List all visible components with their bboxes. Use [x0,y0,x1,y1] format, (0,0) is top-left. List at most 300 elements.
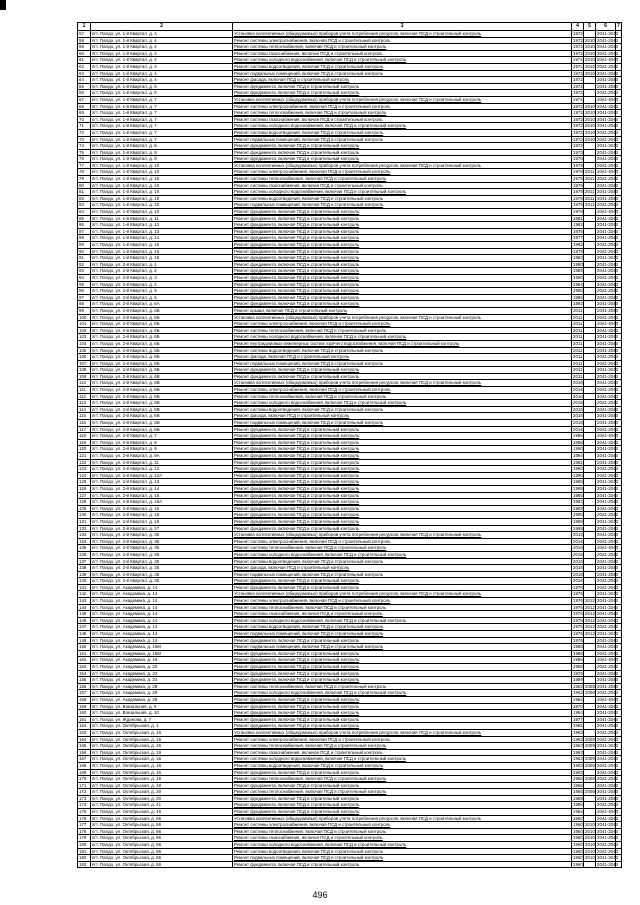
last-repair-year-cell [584,367,596,374]
address-cell: пгт. Палдо, ул. 2-й Квартал, д. 9А [91,453,233,460]
planned-period-cell: 2041-2043 [597,110,618,116]
planned-period-cell: 2041-2043 [597,255,618,261]
table-row [78,453,622,460]
build-year-cell: 1960 [573,848,583,854]
planned-period-cell: 2041-2043 [597,228,618,234]
build-year-cell: 2011 [573,354,583,360]
last-repair-year-cell [584,446,596,453]
work-type-cell: Ремонт фундамента, включая ПСД и строительный контроль [233,274,572,281]
build-year-cell: 1994 [573,453,583,458]
table-row [78,169,622,176]
row-number-cell: 66 [78,90,91,97]
planned-period-cell: 2041-2043 [597,31,618,36]
address-cell: пгт. Палдо, ул. Октябрьская, д. 1 [91,723,233,730]
build-year-cell: 1970 [573,703,583,709]
last-repair-year-cell: 2008 [585,776,595,782]
planned-period-cell: 2041-2043 [597,182,618,188]
table-row [78,268,622,275]
planned-period-cell: 2041-2043 [597,57,618,63]
table-row [78,479,622,486]
build-year-cell: 1972 [573,57,583,63]
row-number-cell: 57 [78,31,91,38]
planned-period-cell: 2041-2043 [597,842,618,848]
address-cell: пгт. Палдо, ул. Октябрьская, д. 16 [91,743,233,750]
planned-period-cell: 2041-2043 [597,189,618,195]
row-number-cell: 177 [78,822,91,829]
row-number-cell: 116 [78,420,91,427]
last-repair-year-cell: 2008 [585,683,595,689]
row-number-cell: 99 [78,307,91,314]
planned-period-cell: 2041-2043 [597,670,618,676]
address-cell: пгт. Палдо, ул. 1-й Квартал, д. 10 [91,162,233,169]
planned-period-cell: 2041-2043 [597,466,618,472]
work-type-cell: Ремонт системы теплоснабжения, включая ПСД и строительный контроль [233,683,572,690]
planned-period-cell: 2041-2043 [597,749,618,755]
row-number-cell: 74 [78,143,91,150]
build-year-cell: 1986 [573,433,583,439]
table-row [78,70,622,77]
address-cell: пгт. Палдо, ул. Академика, д. 16М [91,644,233,651]
work-type-cell: Ремонт фундамента, включая ПСД и строительный контроль [233,294,572,301]
address-cell: пгт. Палдо, ул. 2-й Квартал, д. 6Б [91,347,233,354]
address-cell: пгт. Палдо, ул. 1-й Квартал, д. 14 [91,235,233,242]
planned-period-cell: 2041-2043 [597,96,618,102]
last-repair-year-cell [584,558,596,565]
last-repair-year-cell [584,644,596,651]
planned-period-cell: 2041-2043 [597,855,618,861]
last-repair-year-cell: 2010 [585,70,595,76]
row-number-cell: 124 [78,472,91,479]
work-type-cell: Ремонт фундамента, включая ПСД и строительный контроль [233,156,572,163]
planned-period-cell: 2041-2043 [597,406,618,412]
last-repair-year-cell: 2011 [585,202,595,208]
work-type-cell: Ремонт фундамента, включая ПСД и строительный контроль [233,301,572,308]
last-repair-year-cell [584,545,596,552]
address-cell: пгт. Палдо, ул. Академика, д. 14 [91,598,233,605]
last-repair-year-cell [584,228,596,235]
table-row [78,202,622,209]
build-year-cell: 2016 [573,538,583,544]
planned-period-cell: 2041-2043 [597,591,618,597]
last-repair-year-cell [584,551,596,558]
row-number-cell: 78 [78,169,91,176]
planned-period-cell: 2041-2043 [597,677,618,683]
table-row [78,288,622,295]
last-repair-year-cell [584,288,596,295]
build-year-cell: 2016 [573,380,583,386]
build-year-cell: 1985 [573,288,583,294]
build-year-cell: 1976 [573,637,583,643]
build-year-cell: 1963 [573,749,583,755]
table-row [78,703,622,710]
planned-period-cell: 2041-2043 [597,650,618,656]
build-year-cell: 1986 [573,294,583,300]
last-repair-year-cell [584,400,596,407]
table-row [78,690,622,697]
last-repair-year-cell [584,274,596,281]
table-row [78,624,622,631]
build-year-cell: 1977 [573,235,583,241]
work-type-cell: Ремонт системы электроснабжения, включая ПСД и строительный контроль [233,169,572,176]
table-row [78,50,622,57]
build-year-cell: 2016 [573,578,583,584]
table-row [78,274,622,281]
table-row [78,156,622,163]
table-row [78,782,622,789]
work-type-cell: Установка коллективных (общедомовых) приборов учета потребления ресурсов, включая ПСД и строительный контроль [233,729,572,736]
work-type-cell: Ремонт фундамента, включая ПСД и строительный контроль [233,492,572,499]
table-row [78,762,622,769]
build-year-cell: 1979 [573,176,583,182]
work-type-cell: Ремонт фундамента, включая ПСД и строительный контроль [233,782,572,789]
planned-period-cell: 2041-2043 [597,143,618,149]
build-year-cell: 1990 [573,274,583,280]
row-number-cell: 88 [78,235,91,242]
address-cell: пгт. Палдо, ул. Академика, д. 28 [91,690,233,697]
last-repair-year-cell: 2008 [585,690,595,696]
address-cell: пгт. Палдо, ул. 2-й Квартал, д. 6В [91,380,233,387]
last-repair-year-cell: 2012 [585,598,595,604]
table-row [78,136,622,143]
planned-period-cell: 2041-2043 [597,294,618,300]
planned-period-cell: 2041-2043 [597,584,618,590]
work-type-cell: Ремонт фундамента, включая ПСД и строительный контроль [233,83,572,90]
work-type-cell: Ремонт фундамента, включая ПСД и строительный контроль [233,268,572,275]
column-header-3: 3 [233,23,572,31]
planned-period-cell: 2041-2043 [597,716,618,722]
planned-period-cell: 2041-2043 [597,736,618,742]
last-repair-year-cell [584,301,596,308]
work-type-cell: Установка коллективных (общедомовых) приборов учета потребления ресурсов, включая ПСД и строительный контроль [233,532,572,539]
table-row [78,373,622,380]
planned-period-cell: 2041-2043 [597,321,618,327]
build-year-cell: 2011 [573,307,583,313]
address-cell: пгт. Палдо, ул. Октябрьская, д. 49 [91,809,233,816]
planned-period-cell: 2041-2043 [597,518,618,524]
row-number-cell: 139 [78,571,91,578]
last-repair-year-cell [584,538,596,545]
planned-period-cell: 2041-2043 [597,50,618,56]
work-type-cell: Ремонт фундамента, включая ПСД и строительный контроль [233,433,572,440]
last-repair-year-cell [584,861,596,868]
address-cell: пгт. Палдо, ул. 1-й Квартал, д. 9 [91,156,233,163]
planned-period-cell: 2041-2043 [597,123,618,129]
build-year-cell: 1979 [573,195,583,201]
row-number-cell: 160 [78,710,91,717]
planned-period-cell: 2041-2043 [597,83,618,89]
row-number-cell: 63 [78,70,91,77]
build-year-cell: 2011 [573,360,583,366]
address-cell: пгт. Палдо, ул. 2-й Квартал, д. 6В [91,393,233,400]
build-year-cell: 2016 [573,393,583,399]
table-row [78,749,622,756]
build-year-cell: 1993 [573,505,583,511]
build-year-cell: 1986 [573,802,583,808]
row-number-cell: 143 [78,598,91,605]
address-cell: пгт. Палдо, ул. 1-й Квартал, д. 10 [91,176,233,183]
address-cell: пгт. Палдо, ул. 1-й Квартал, д. 4 [91,63,233,70]
work-type-cell: Ремонт фундамента, включая ПСД и строительный контроль [233,809,572,816]
table-row [78,406,622,413]
row-number-cell: 79 [78,176,91,183]
build-year-cell: 1965 [573,795,583,801]
address-cell: пгт. Палдо, ул. 2-й Квартал, д. 6В [91,373,233,380]
last-repair-year-cell: 2009 [585,743,595,749]
table-row [78,578,622,585]
planned-period-cell: 2041-2043 [597,624,618,630]
row-number-cell: 100 [78,314,91,321]
work-type-cell: Ремонт системы водоотведения, включая ПСД и строительный контроль [233,129,572,136]
row-number-cell: 59 [78,44,91,51]
row-number-cell: 60 [78,50,91,57]
last-repair-year-cell: 2012 [585,617,595,623]
last-repair-year-cell [584,354,596,361]
build-year-cell: 1979 [573,189,583,195]
row-number-cell: 71 [78,123,91,130]
row-number-cell: 129 [78,505,91,512]
work-type-cell: Установка коллективных (общедомовых) приборов учета потребления ресурсов, включая ПСД и строительный контроль [233,591,572,598]
table-row [78,584,622,591]
work-type-cell: Ремонт системы теплоснабжения, включая ПСД и строительный контроль [233,545,572,552]
last-repair-year-cell [584,143,596,150]
row-number-cell: 80 [78,182,91,189]
build-year-cell: 1963 [573,729,583,735]
table-row [78,604,622,611]
last-repair-year-cell: 2010 [585,136,595,142]
last-repair-year-cell [584,518,596,525]
address-cell: пгт. Палдо, ул. Октябрьская, д. 20 [91,795,233,802]
build-year-cell: 1989 [573,268,583,274]
planned-period-cell: 2041-2043 [597,637,618,643]
last-repair-year-cell [584,321,596,328]
column-header-6: 6 [596,23,616,31]
planned-period-cell: 2041-2043 [597,446,618,452]
table-row [78,571,622,578]
row-number-cell: 90 [78,248,91,255]
table-row [78,842,622,849]
last-repair-year-cell [584,149,596,156]
work-type-cell: Ремонт фасада, включая ПСД и строительный контроль [233,413,572,420]
planned-period-cell: 2041-2043 [597,235,618,241]
work-type-cell: Ремонт системы холодного водоснабжения, включая ПСД и строительный контроль [233,617,572,624]
planned-period-cell: 2041-2043 [597,453,618,458]
last-repair-year-cell: 2009 [585,762,595,768]
table-row [78,466,622,473]
row-number-cell: 159 [78,703,91,710]
address-cell: пгт. Палдо, ул. 1-й Квартал, д. 8 [91,143,233,150]
address-cell: пгт. Палдо, ул. 2-й Квартал, д. 6Б [91,367,233,374]
address-cell: пгт. Палдо, ул. 1-й Квартал, д. 7 [91,129,233,136]
row-number-cell: 182 [78,855,91,862]
table-row [78,96,622,103]
row-number-cell: 125 [78,479,91,486]
work-type-cell: Ремонт фундамента, включая ПСД и строительный контроль [233,466,572,473]
last-repair-year-cell [584,565,596,572]
last-repair-year-cell [584,782,596,789]
planned-period-cell: 2041-2043 [597,420,618,426]
address-cell: пгт. Палдо, ул. 2-й Квартал, д. 6В [91,426,233,433]
last-repair-year-cell: 2010 [585,855,595,861]
build-year-cell: 1972 [573,77,583,83]
last-repair-year-cell [584,710,596,717]
last-repair-year-cell: 2012 [585,624,595,630]
build-year-cell: 1963 [573,769,583,775]
build-year-cell: 1960 [573,855,583,861]
last-repair-year-cell: 2010 [585,63,595,69]
table-row [78,532,622,539]
row-number-cell: 171 [78,782,91,789]
work-type-cell: Ремонт системы холодного водоснабжения, включая ПСД и строительный контроль [233,334,572,341]
work-type-cell: Ремонт системы теплоснабжения, включая ПСД и строительный контроль [233,110,572,117]
last-repair-year-cell [584,406,596,413]
address-cell: пгт. Палдо, ул. 1-й Квартал, д. 7 [91,136,233,143]
build-year-cell: 1981 [573,215,583,221]
last-repair-year-cell [584,387,596,394]
table-row [78,617,622,624]
scan-corner-mark [0,0,6,10]
build-year-cell: 1960 [573,828,583,834]
build-year-cell: 1980 [573,466,583,472]
build-year-cell: 1964 [573,710,583,716]
planned-period-cell: 2041-2043 [597,314,618,320]
row-number-cell: 178 [78,828,91,835]
page-number: 496 [312,890,328,900]
row-number-cell: 119 [78,439,91,446]
address-cell: пгт. Палдо, ул. 2-й Квартал, д. 6Б [91,340,233,347]
planned-period-cell: 2041-2043 [597,116,618,122]
table-row [78,512,622,519]
planned-period-cell: 2041-2043 [597,690,618,696]
address-cell: пгт. Палдо, ул. 1-й Квартал, д. 13 [91,228,233,235]
row-number-cell: 81 [78,189,91,196]
planned-period-cell: 2041-2043 [597,756,618,762]
table-row [78,327,622,334]
work-type-cell: Ремонт системы водоотведения, включая ПСД и строительный контроль [233,762,572,769]
row-number-cell: 110 [78,380,91,387]
planned-period-cell: 2041-2043 [597,545,618,551]
last-repair-year-cell [584,242,596,249]
planned-period-cell: 2041-2043 [597,558,618,564]
planned-period-cell: 2041-2043 [597,492,618,498]
planned-period-cell: 2041-2043 [597,261,618,267]
column-header-7: 7 [617,23,620,29]
build-year-cell: 1984 [573,281,583,287]
column-header-4: 4 [572,23,584,31]
table-row [78,802,622,809]
row-number-cell: 97 [78,294,91,301]
build-year-cell: 1995 [573,525,583,531]
table-row [78,505,622,512]
table-row [78,795,622,802]
row-number-cell: 132 [78,525,91,532]
planned-period-cell: 2041-2043 [597,505,618,511]
build-year-cell: 1992 [573,301,583,307]
row-number-cell: 112 [78,393,91,400]
row-number-cell: 134 [78,538,91,545]
last-repair-year-cell [584,413,596,420]
planned-period-cell: 2041-2043 [597,44,618,50]
planned-period-cell: 2041-2043 [597,604,618,610]
table-row [78,360,622,367]
planned-period-cell: 2041-2043 [597,156,618,162]
table-row [78,129,622,136]
table-row [78,664,622,671]
build-year-cell: 1989 [573,518,583,524]
work-type-cell: Ремонт фундамента, включая ПСД и строительный контроль [233,228,572,235]
address-cell: пгт. Палдо, ул. 2-й Квартал, д. 35 [91,538,233,545]
build-year-cell: 2011 [573,373,583,379]
table-row [78,426,622,433]
build-year-cell: 1972 [573,110,583,116]
planned-period-cell: 2041-2043 [597,532,618,538]
table-row [78,281,622,288]
address-cell: пгт. Палдо, ул. 2-й Квартал, д. 1 [91,261,233,268]
build-year-cell: 1960 [573,835,583,841]
work-type-cell: Ремонт фундамента, включая ПСД и строительный контроль [233,795,572,802]
last-repair-year-cell: 2010 [585,103,595,109]
planned-period-cell: 2041-2043 [597,459,618,465]
last-repair-year-cell: 2010 [585,828,595,834]
table-row [78,657,622,664]
work-type-cell: Ремонт фундамента, включая ПСД и строительный контроль [233,222,572,229]
row-number-cell: 169 [78,769,91,776]
last-repair-year-cell [584,591,596,598]
row-number-cell: 75 [78,149,91,156]
address-cell: пгт. Палдо, ул. 2-й Квартал, д. 6Б [91,354,233,361]
last-repair-year-cell [584,77,596,84]
row-number-cell: 166 [78,749,91,756]
work-type-cell: Ремонт системы электроснабжения, включая ПСД и строительный контроль [233,387,572,394]
table-row [78,769,622,776]
build-year-cell: 1972 [573,136,583,142]
work-type-cell: Ремонт фундамента, включая ПСД и строительный контроль [233,769,572,776]
address-cell: пгт. Палдо, ул. 2-й Квартал, д. 2 [91,268,233,275]
build-year-cell: 1982 [573,222,583,228]
planned-period-cell: 2041-2043 [597,380,618,386]
planned-period-cell: 2041-2043 [597,162,618,168]
row-number-cell: 76 [78,156,91,163]
address-cell: пгт. Палдо, ул. Академика, д. 28 [91,683,233,690]
build-year-cell: 1972 [573,129,583,135]
last-repair-year-cell [584,664,596,671]
address-cell: пгт. Палдо, ул. 1-й Квартал, д. 18 [91,255,233,262]
table-row [78,723,622,730]
build-year-cell: 1972 [573,50,583,56]
planned-period-cell: 2041-2043 [597,835,618,841]
work-type-cell: Ремонт системы электроснабжения, включая ПСД и строительный контроль [233,822,572,829]
work-type-cell: Ремонт фундамента, включая ПСД и строительный контроль [233,479,572,486]
row-number-cell: 92 [78,261,91,268]
work-type-cell: Ремонт фундамента, включая ПСД и строительный контроль [233,505,572,512]
work-type-cell: Ремонт системы теплоснабжения, включая ПСД и строительный контроль [233,327,572,334]
last-repair-year-cell [584,182,596,189]
table-row [78,650,622,657]
address-cell: пгт. Палдо, ул. 1-й Квартал, д. 7 [91,110,233,117]
table-row [78,393,622,400]
planned-period-cell: 2041-2043 [597,209,618,215]
planned-period-cell: 2041-2043 [597,822,618,828]
build-year-cell: 2016 [573,426,583,432]
row-number-cell: 148 [78,631,91,638]
row-number-cell: 106 [78,354,91,361]
address-cell: пгт. Палдо, ул. 2-й Квартал, д. 13 [91,479,233,486]
address-cell: пгт. Палдо, ул. Академика, д. 14 [91,584,233,591]
work-type-cell: Ремонт системы водоотведения, включая ПСД и строительный контроль [233,195,572,202]
row-number-cell: 65 [78,83,91,90]
table-row [78,340,622,347]
last-repair-year-cell: 2010 [585,116,595,122]
planned-period-cell: 2041-2043 [597,149,618,155]
